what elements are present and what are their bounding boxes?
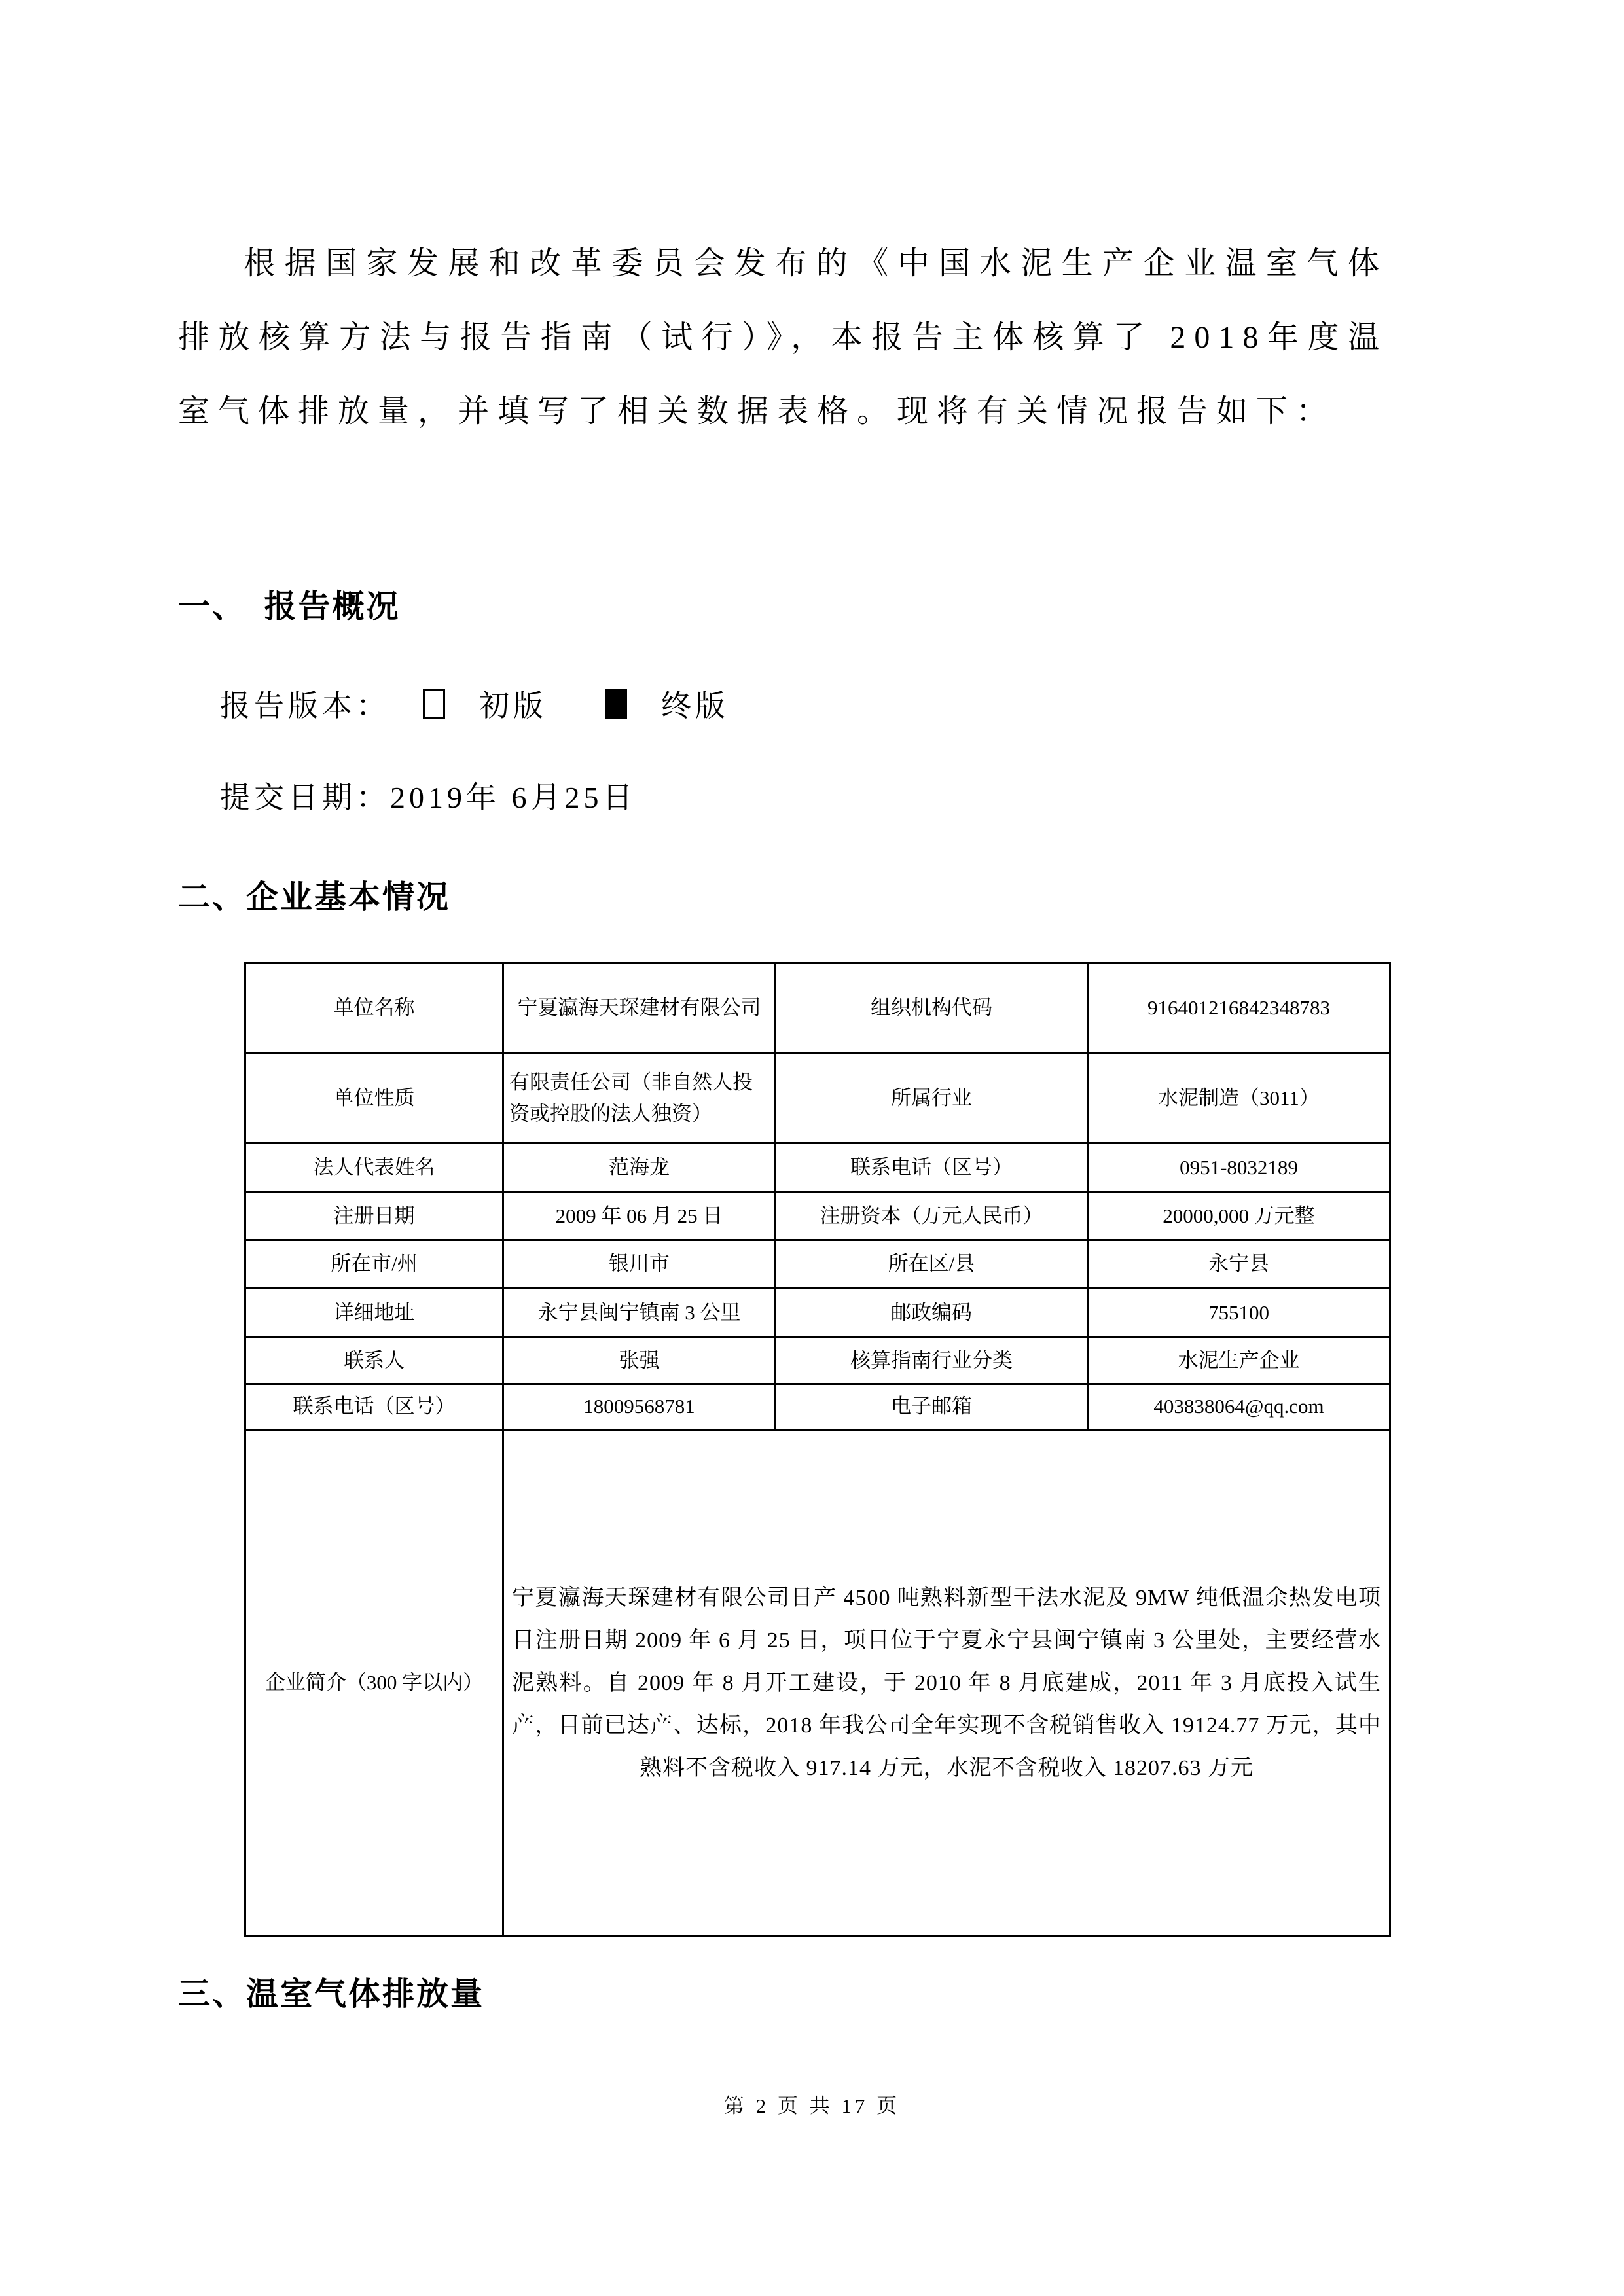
table-cell-label: 所属行业: [776, 1054, 1088, 1143]
company-profile-label: 企业简介（300 字以内）: [245, 1430, 503, 1937]
table-cell-label: 详细地址: [245, 1289, 503, 1338]
version-option-label: 终版: [661, 689, 729, 723]
section1-heading: 一、 报告概况: [178, 589, 401, 624]
table-cell-label: 联系电话（区号）: [776, 1143, 1088, 1193]
table-cell-label: 单位性质: [245, 1054, 503, 1143]
table-row: [245, 1289, 1390, 1338]
company-profile-text: 宁夏瀛海天琛建材有限公司日产 4500 吨熟料新型干法水泥及 9MW 纯低温余热发电项目注册日期 2009 年 6 月 25 日，项目位于宁夏永宁县闽宁镇南 3 公里处，主要经营水泥熟料。自 2009 年 8 月开工建设，于 2010 年 8 月底建成，2011 年 3 月底投入试生产，目前已达产、达标，2018 年我公司全年实现不含税销售收入 19124.77 万元，其中熟料不含税收入 917.14 万元，水泥不含税收入 18207.63 万元: [512, 1586, 1381, 1780]
table-cell-value: 宁夏瀛海天琛建材有限公司: [503, 963, 776, 1054]
table-cell-label: 所在区/县: [776, 1240, 1088, 1289]
table-cell-value: 18009568781: [503, 1384, 776, 1430]
table-cell-label: 单位名称: [245, 963, 503, 1054]
table-cell-value: 银川市: [503, 1240, 776, 1289]
table-cell-value: 916401216842348783: [1088, 963, 1390, 1054]
table-cell-value: 有限责任公司（非自然人投资或控股的法人独资）: [503, 1054, 776, 1143]
version-option-label: 初版: [479, 689, 547, 723]
table-cell-label: 所在市/州: [245, 1240, 503, 1289]
table-cell-label: 联系人: [245, 1338, 503, 1384]
submit-date-line: 提交日期：2019年 6月25日: [220, 781, 637, 814]
table-cell-value: 403838064@qq.com: [1088, 1384, 1390, 1430]
table-row: [245, 1338, 1390, 1384]
table-row: [245, 1143, 1390, 1193]
table-cell-label: 注册日期: [245, 1193, 503, 1240]
page-number-footer: 第 2 页 共 17 页: [723, 2094, 901, 2117]
table-cell-value: 范海龙: [503, 1143, 776, 1193]
section2-heading: 二、企业基本情况: [178, 880, 451, 915]
checkbox-checked-icon: [605, 689, 627, 719]
report-version-label: 报告版本：: [220, 689, 390, 723]
table-cell-label: 联系电话（区号）: [245, 1384, 503, 1430]
table-cell-value: 755100: [1088, 1289, 1390, 1338]
intro-paragraph: 根据国家发展和改革委员会发布的《中国水泥生产企业温室气体排放核算方法与报告指南（试行）》，本报告主体核算了 2018年度温室气体排放量，并填写了相关数据表格。现将有关情况报告如下：: [178, 246, 1388, 429]
table-row: [245, 1240, 1390, 1289]
table-row: [245, 963, 1390, 1054]
table-cell-value: 2009 年 06 月 25 日: [503, 1193, 776, 1240]
table-cell-label: 组织机构代码: [776, 963, 1088, 1054]
table-row: [245, 1430, 1390, 1937]
table-row: [245, 1054, 1390, 1143]
table-cell-value: 永宁县闽宁镇南 3 公里: [503, 1289, 776, 1338]
company-profile-cell: [503, 1430, 1390, 1937]
table-row: [245, 1384, 1390, 1430]
table-cell-label: 核算指南行业分类: [776, 1338, 1088, 1384]
table-row: [245, 1193, 1390, 1240]
table-cell-value: 永宁县: [1088, 1240, 1390, 1289]
table-cell-value: 水泥生产企业: [1088, 1338, 1390, 1384]
section3-heading: 三、温室气体排放量: [178, 1977, 485, 2012]
table-cell-value: 20000,000 万元整: [1088, 1193, 1390, 1240]
table-cell-value: 0951-8032189: [1088, 1143, 1390, 1193]
table-cell-value: 水泥制造（3011）: [1088, 1054, 1390, 1143]
table-cell-label: 邮政编码: [776, 1289, 1088, 1338]
table-cell-value: 张强: [503, 1338, 776, 1384]
table-cell-label: 电子邮箱: [776, 1384, 1088, 1430]
table-cell-label: 注册资本（万元人民币）: [776, 1193, 1088, 1240]
table-cell-label: 法人代表姓名: [245, 1143, 503, 1193]
report-version-line: [220, 682, 729, 725]
checkbox-unchecked-icon: [423, 689, 445, 719]
company-info-table: [244, 962, 1391, 1937]
